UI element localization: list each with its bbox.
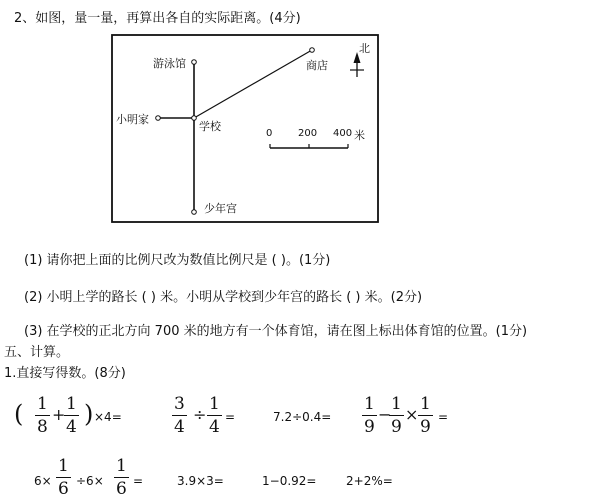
pool-point — [192, 60, 197, 65]
row1-open-paren: ( — [14, 400, 24, 428]
shop-label: 商店 — [306, 59, 328, 72]
shop-point — [310, 48, 315, 53]
scale-tick-200: 200 — [298, 128, 318, 139]
scale-unit: 米 — [354, 129, 365, 142]
row1-frac-1-4 — [64, 396, 79, 436]
frac-den: 9 — [364, 417, 375, 437]
frac-den: 6 — [116, 479, 127, 499]
sub-question-2: (2) 小明上学的路长 ( ) 米。小明从学校到少年宫的路长 ( ) 米。(2分) — [24, 290, 423, 305]
q1-title: 1.直接写得数。(8分) — [4, 366, 126, 381]
row1-close-paren: ) — [84, 400, 94, 428]
home-point — [156, 116, 161, 121]
frac-num: 1 — [209, 394, 220, 414]
frac-num: 1 — [66, 394, 77, 414]
row1-equals-4: = — [438, 410, 449, 424]
row2-frac-1-6b — [114, 458, 129, 498]
map-diagram — [0, 0, 610, 240]
north-label: 北 — [359, 42, 370, 55]
school-point — [192, 116, 197, 121]
frac-den: 9 — [420, 417, 431, 437]
row1-frac-1-4b — [207, 396, 222, 436]
row2-mid: ÷6× — [76, 474, 104, 488]
scale-tick-400: 400 — [333, 128, 353, 139]
frac-num: 1 — [391, 394, 402, 414]
row1-divide: ÷ — [193, 405, 207, 424]
frac-num: 1 — [116, 456, 127, 476]
frac-num: 3 — [174, 394, 185, 414]
question-2-title: 2、如图，量一量，再算出各自的实际距离。(4分) — [14, 11, 301, 26]
row2-problem-3: 1−0.92= — [262, 474, 317, 488]
frac-num: 1 — [364, 394, 375, 414]
frac-den: 9 — [391, 417, 402, 437]
row2-problem-2: 3.9×3= — [177, 474, 224, 488]
row2-problem-4: 2+2%= — [346, 474, 393, 488]
frac-num: 1 — [37, 394, 48, 414]
row1-frac-1-8 — [35, 396, 50, 436]
xiaoming-home-label: 小明家 — [116, 113, 149, 126]
row1-frac-1-9a — [362, 396, 377, 436]
frac-den: 4 — [209, 417, 220, 437]
frac-den: 4 — [66, 417, 77, 437]
swimming-pool-label: 游泳馆 — [153, 57, 186, 70]
row2-equals-1: = — [133, 474, 144, 488]
row1-frac-3-4 — [172, 396, 187, 436]
frac-den: 8 — [37, 417, 48, 437]
frac-num: 1 — [420, 394, 431, 414]
row2-lead: 6× — [34, 474, 52, 488]
scale-tick-0: 0 — [266, 128, 273, 139]
school-label: 学校 — [199, 120, 221, 133]
row1-problem-3: 7.2÷0.4= — [273, 410, 332, 424]
scale-bar — [270, 144, 348, 148]
youth-palace-label: 少年宫 — [204, 202, 237, 215]
sub-question-1: (1) 请你把上面的比例尺改为数值比例尺是 ( )。(1分) — [24, 253, 331, 268]
section-5-title: 五、计算。 — [4, 345, 70, 360]
youth-palace-point — [192, 210, 197, 215]
row1-times-4: ×4= — [94, 410, 122, 424]
frac-den: 4 — [174, 417, 185, 437]
row1-equals-2: = — [225, 410, 236, 424]
row2-frac-1-6a — [56, 458, 71, 498]
row1-plus: + — [52, 405, 66, 424]
road-school-shop — [194, 50, 312, 118]
row1-minus: − — [378, 405, 392, 424]
sub-question-3: (3) 在学校的正北方向 700 米的地方有一个体育馆，请在图上标出体育馆的位置。(1分) — [24, 324, 528, 339]
row1-times: × — [405, 405, 419, 424]
row1-frac-1-9b — [389, 396, 404, 436]
row1-frac-1-9c — [418, 396, 433, 436]
frac-num: 1 — [58, 456, 69, 476]
frac-den: 6 — [58, 479, 69, 499]
